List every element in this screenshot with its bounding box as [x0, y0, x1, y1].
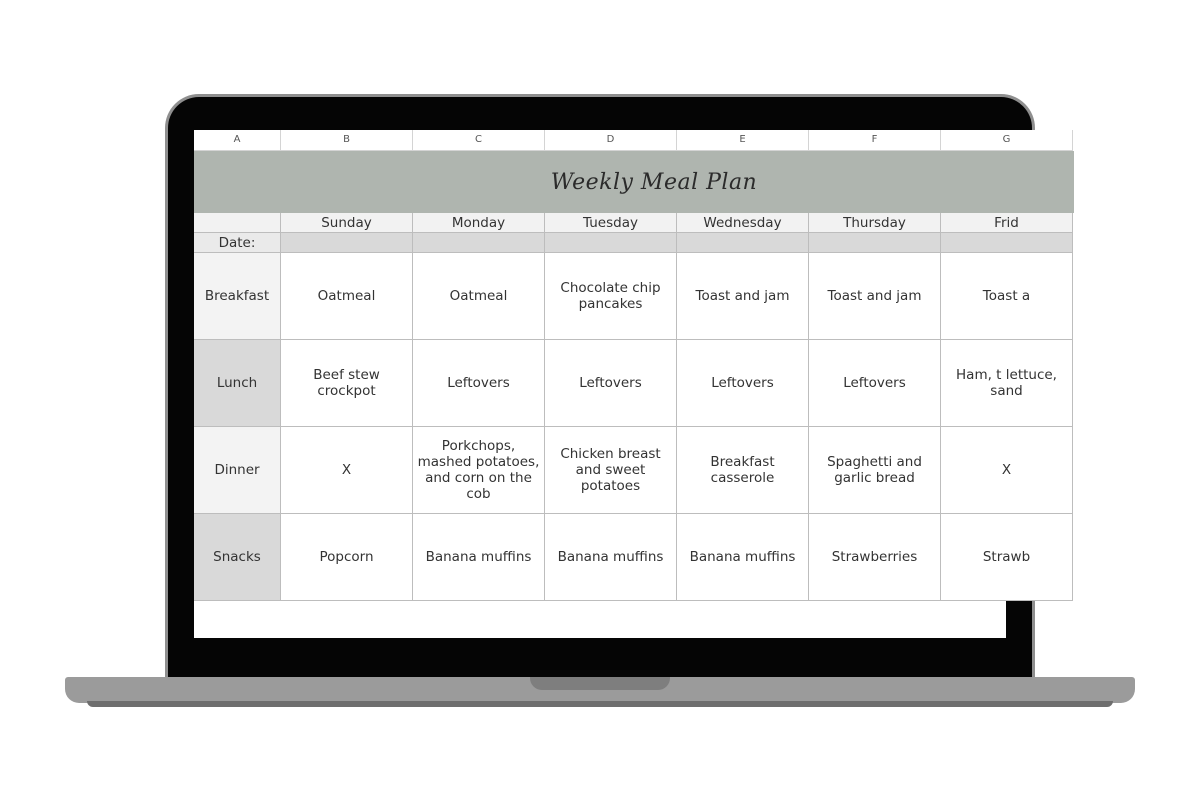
laptop-notch	[530, 677, 670, 690]
day-header-blank-cell[interactable]	[194, 213, 281, 233]
title-banner[interactable]	[194, 151, 1074, 213]
meal-cell[interactable]: Strawberries	[809, 514, 941, 601]
column-header-b[interactable]: B	[281, 130, 413, 151]
spreadsheet	[194, 130, 1074, 601]
meal-cell[interactable]: Leftovers	[413, 340, 545, 427]
meal-cell[interactable]: Banana muffins	[545, 514, 677, 601]
meal-cell[interactable]: Chicken breast and sweet potatoes	[545, 427, 677, 514]
meal-cell[interactable]: Porkchops, mashed potatoes, and corn on the cob	[413, 427, 545, 514]
meal-cell[interactable]: Popcorn	[281, 514, 413, 601]
column-header-a[interactable]: A	[194, 130, 281, 151]
meal-cell[interactable]: Banana muffins	[677, 514, 809, 601]
meal-cell[interactable]: Toast and jam	[809, 253, 941, 340]
column-header-d[interactable]: D	[545, 130, 677, 151]
meal-cell[interactable]: Toast a	[941, 253, 1073, 340]
meal-label-lunch[interactable]: Lunch	[194, 340, 281, 427]
column-header-row	[194, 130, 1074, 151]
column-header-e[interactable]: E	[677, 130, 809, 151]
meal-row-lunch	[194, 340, 1074, 427]
meal-cell[interactable]: Chocolate chip pancakes	[545, 253, 677, 340]
date-cell-monday[interactable]	[413, 233, 545, 253]
date-cell-thursday[interactable]	[809, 233, 941, 253]
meal-row-dinner	[194, 427, 1074, 514]
meal-cell[interactable]: Beef stew crockpot	[281, 340, 413, 427]
day-header-thursday[interactable]: Thursday	[809, 213, 941, 233]
meal-cell[interactable]: Ham, t lettuce, sand	[941, 340, 1073, 427]
date-row	[194, 233, 1074, 253]
day-header-friday[interactable]: Frid	[941, 213, 1073, 233]
day-header-row	[194, 213, 1074, 233]
meal-cell[interactable]: Leftovers	[677, 340, 809, 427]
meal-cell[interactable]: Banana muffins	[413, 514, 545, 601]
meal-cell[interactable]: Breakfast casserole	[677, 427, 809, 514]
day-header-wednesday[interactable]: Wednesday	[677, 213, 809, 233]
meal-cell[interactable]: Leftovers	[545, 340, 677, 427]
meal-row-snacks	[194, 514, 1074, 601]
meal-label-breakfast[interactable]: Breakfast	[194, 253, 281, 340]
date-label[interactable]: Date:	[194, 233, 281, 253]
meal-cell[interactable]: Toast and jam	[677, 253, 809, 340]
laptop-base-shadow	[87, 701, 1113, 707]
meal-label-dinner[interactable]: Dinner	[194, 427, 281, 514]
date-cell-wednesday[interactable]	[677, 233, 809, 253]
day-header-monday[interactable]: Monday	[413, 213, 545, 233]
day-header-sunday[interactable]: Sunday	[281, 213, 413, 233]
meal-cell[interactable]: Oatmeal	[413, 253, 545, 340]
meal-cell[interactable]: Spaghetti and garlic bread	[809, 427, 941, 514]
meal-cell[interactable]: Leftovers	[809, 340, 941, 427]
meal-cell[interactable]: Strawb	[941, 514, 1073, 601]
day-header-tuesday[interactable]: Tuesday	[545, 213, 677, 233]
sheet-title: Weekly Meal Plan	[550, 169, 758, 195]
meal-label-snacks[interactable]: Snacks	[194, 514, 281, 601]
meal-cell[interactable]: X	[281, 427, 413, 514]
date-cell-tuesday[interactable]	[545, 233, 677, 253]
meal-row-breakfast	[194, 253, 1074, 340]
column-header-f[interactable]: F	[809, 130, 941, 151]
laptop-screen	[194, 130, 1057, 638]
column-header-g[interactable]: G	[941, 130, 1073, 151]
date-cell-friday[interactable]	[941, 233, 1073, 253]
column-header-c[interactable]: C	[413, 130, 545, 151]
date-cell-sunday[interactable]	[281, 233, 413, 253]
meal-cell[interactable]: Oatmeal	[281, 253, 413, 340]
meal-cell[interactable]: X	[941, 427, 1073, 514]
